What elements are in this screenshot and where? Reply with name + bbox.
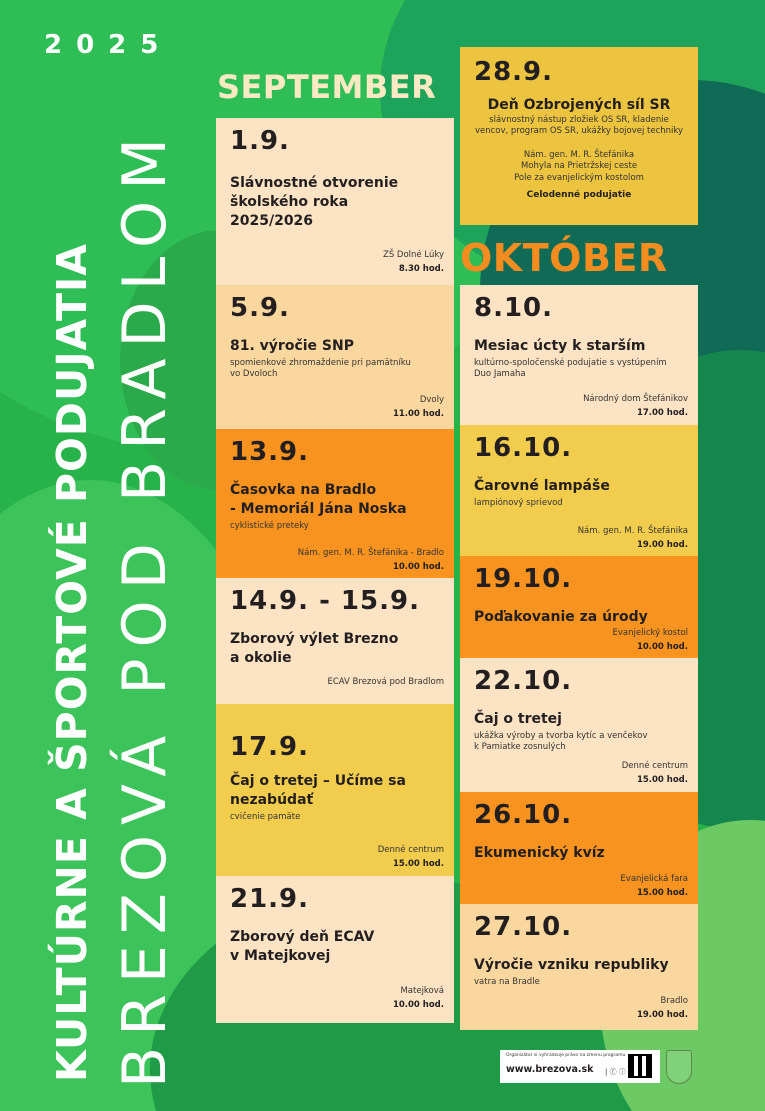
event-place: Evanjelická fara xyxy=(620,873,688,884)
event-card xyxy=(216,429,454,578)
event-date: 17.9. xyxy=(230,732,310,762)
event-card xyxy=(460,792,698,904)
event-date: 14.9. - 15.9. xyxy=(230,586,420,616)
event-description xyxy=(474,731,684,754)
event-card xyxy=(216,118,454,285)
event-place-line: Mohyla na Prietržskej ceste xyxy=(520,161,638,172)
event-card xyxy=(460,285,698,425)
event-time: 15.00 hod. xyxy=(636,775,688,785)
month-heading-oktober: OKTÓBER xyxy=(460,236,668,280)
event-time: 19.00 hod. xyxy=(636,540,688,550)
event-time: 8.30 hod. xyxy=(398,264,444,274)
event-description-line: ukážka výroby a tvorba kytíc a venčekov xyxy=(474,730,648,741)
event-place: ECAV Brezová pod Bradlom xyxy=(327,676,444,687)
poster-subtitle-town: BREZOVÁ POD BRADLOM xyxy=(110,127,180,1088)
event-description-line: Duo Jamaha xyxy=(474,369,526,380)
event-card xyxy=(216,704,454,876)
event-time: 10.00 hod. xyxy=(392,562,444,572)
event-place-line: Nám. gen. M. R. Štefánika xyxy=(523,149,635,160)
event-time: 11.00 hod. xyxy=(392,409,444,419)
event-time: 10.00 hod. xyxy=(636,642,688,652)
event-title-line: školského roka xyxy=(230,193,349,210)
event-title xyxy=(230,630,440,668)
event-card xyxy=(460,658,698,792)
event-title xyxy=(230,481,440,519)
event-title-line: Slávnostné otvorenie xyxy=(230,175,399,191)
event-date: 28.9. xyxy=(474,57,554,87)
event-place: Denné centrum xyxy=(377,844,444,855)
event-date: 22.10. xyxy=(474,666,573,696)
event-time: 19.00 hod. xyxy=(636,1010,688,1020)
event-title: 81. výročie SNP xyxy=(230,338,354,354)
event-card xyxy=(460,425,698,556)
qr-code-icon xyxy=(628,1054,652,1078)
event-title: Mesiac úcty k starším xyxy=(474,338,646,354)
event-title: Čarovné lampáše xyxy=(474,478,610,494)
event-title: Ekumenický kvíz xyxy=(474,845,605,861)
event-place xyxy=(474,150,684,184)
event-title-line: Zborový výlet Brezno xyxy=(230,631,399,647)
event-description: cyklistické preteky xyxy=(230,520,309,531)
event-card xyxy=(460,556,698,658)
september-column xyxy=(216,118,454,1023)
event-note: Celodenné podujatie xyxy=(526,190,632,201)
event-time: 17.00 hod. xyxy=(636,408,688,418)
town-crest-icon xyxy=(666,1050,692,1084)
event-description: cvičenie pamäte xyxy=(230,811,301,822)
event-date: 13.9. xyxy=(230,437,310,467)
event-description-line: vo Dvoloch xyxy=(230,369,278,380)
event-title xyxy=(230,928,440,966)
event-description-line: spomienkové zhromaždenie pri pamätníku xyxy=(230,357,411,368)
event-card xyxy=(460,904,698,1030)
month-heading-september: SEPTEMBER xyxy=(217,68,437,106)
event-place: Národný dom Štefánikov xyxy=(583,393,688,404)
event-description-line: slávnostný nástup zložiek OS SR, kladenie xyxy=(489,115,669,125)
website-link[interactable]: www.brezova.sk xyxy=(506,1064,594,1075)
event-place: Nám. gen. M. R. Štefánika xyxy=(577,525,688,536)
event-description xyxy=(230,358,440,381)
event-title-line: 2025/2026 xyxy=(230,212,314,229)
event-date: 8.10. xyxy=(474,293,554,323)
disclaimer-text: Organizátor si vyhradzuje právo na zmenu programu xyxy=(506,1053,626,1058)
event-place: Bradlo xyxy=(660,995,688,1006)
event-description-line: k Pamiatke zosnulých xyxy=(474,742,566,753)
event-date: 19.10. xyxy=(474,564,573,594)
event-date: 16.10. xyxy=(474,433,573,463)
event-title-line: nezabúdať xyxy=(230,791,314,808)
event-title-line: Čaj o tretej – Učíme sa xyxy=(230,773,406,789)
event-place-line: Pole za evanjelickým kostolom xyxy=(514,172,644,183)
event-date: 27.10. xyxy=(474,912,573,942)
event-date: 5.9. xyxy=(230,293,290,323)
event-description xyxy=(474,115,684,138)
event-title: Výročie vzniku republiky xyxy=(474,957,669,973)
oktober-column xyxy=(460,285,698,1030)
event-place: Evanjelický kostol xyxy=(612,627,688,638)
event-description xyxy=(474,358,684,381)
event-description-line: kultúrno-spoločenské podujatie s vystúpením xyxy=(474,357,667,368)
event-card xyxy=(216,285,454,429)
event-time: 10.00 hod. xyxy=(392,1000,444,1010)
social-icons[interactable]: | ⓕ ⓘ xyxy=(605,1068,626,1076)
year-label: 2025 xyxy=(44,30,173,60)
event-card xyxy=(216,876,454,1023)
event-title: Poďakovanie za úrody xyxy=(474,609,648,625)
event-title: Deň Ozbrojených síl SR xyxy=(487,97,671,113)
event-place: Denné centrum xyxy=(621,760,688,771)
footer-box xyxy=(500,1050,660,1083)
event-title xyxy=(230,772,440,810)
event-title-line: a okolie xyxy=(230,649,292,666)
event-place: Nám. gen. M. R. Štefánika - Bradlo xyxy=(297,547,444,558)
event-title xyxy=(230,174,440,231)
event-card-featured xyxy=(460,47,698,225)
event-title-line: Zborový deň ECAV xyxy=(230,929,375,945)
event-time: 15.00 hod. xyxy=(636,888,688,898)
event-title-line: - Memoriál Jána Noska xyxy=(230,500,407,517)
event-title-line: Časovka na Bradlo xyxy=(230,482,377,498)
event-description-line: vencov, program OS SR, ukážky bojovej techniky xyxy=(474,126,684,137)
event-card xyxy=(216,578,454,704)
event-time: 15.00 hod. xyxy=(392,859,444,869)
event-description: lampiónový sprievod xyxy=(474,497,563,508)
poster-title: KULTÚRNE A ŠPORTOVÉ PODUJATIA xyxy=(48,243,96,1082)
event-date: 1.9. xyxy=(230,126,290,156)
event-place: Matejková xyxy=(400,985,444,996)
event-date: 26.10. xyxy=(474,800,573,830)
event-title: Čaj o tretej xyxy=(474,711,562,727)
event-place: Dvoly xyxy=(419,394,444,405)
event-place: ZŠ Dolné Lúky xyxy=(383,249,444,260)
event-description: vatra na Bradle xyxy=(474,976,540,987)
event-title-line: v Matejkovej xyxy=(230,947,331,964)
event-date: 21.9. xyxy=(230,884,310,914)
